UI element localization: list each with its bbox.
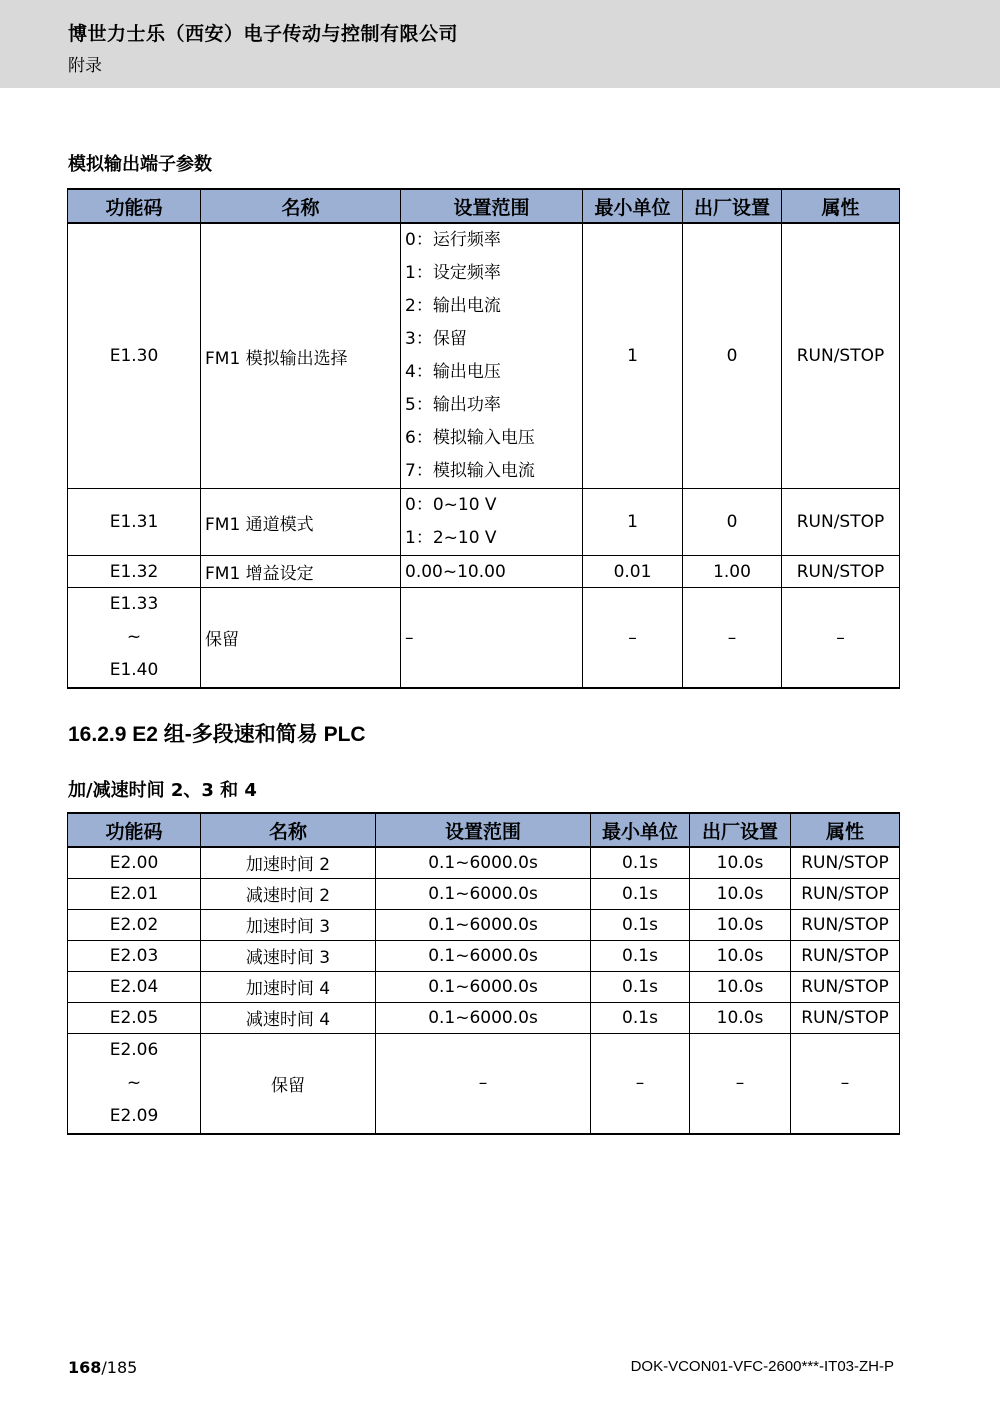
document-id: DOK-VCON01-VFC-2600***-IT03-ZH-P bbox=[630, 1358, 894, 1375]
min-unit-cell: 1 bbox=[583, 489, 683, 556]
code-range-separator: ~ bbox=[126, 627, 142, 647]
column-header: 功能码 bbox=[68, 813, 201, 847]
attribute-cell: RUN/STOP bbox=[782, 489, 900, 556]
code-cell: E2.04 bbox=[68, 971, 201, 1002]
code-cell bbox=[68, 588, 201, 689]
code-range-end: E1.40 bbox=[109, 660, 159, 680]
table-row bbox=[68, 940, 900, 971]
default-cell: 10.0s bbox=[690, 847, 791, 878]
column-header: 出厂设置 bbox=[690, 813, 791, 847]
default-cell: – bbox=[683, 588, 782, 689]
column-header: 属性 bbox=[791, 813, 900, 847]
column-header: 名称 bbox=[201, 813, 376, 847]
name-cell: 减速时间 4 bbox=[201, 1002, 376, 1033]
range-option: 5：输出功率 bbox=[405, 395, 501, 415]
table-row bbox=[68, 588, 900, 689]
min-unit-cell: 0.1s bbox=[591, 940, 690, 971]
analog-output-table bbox=[67, 188, 900, 689]
table-row bbox=[68, 489, 900, 556]
default-cell: 10.0s bbox=[690, 909, 791, 940]
range-option: 2：输出电流 bbox=[405, 296, 501, 316]
table-row bbox=[68, 971, 900, 1002]
company-name: 博世力士乐（西安）电子传动与控制有限公司 bbox=[68, 23, 459, 45]
range-cell bbox=[401, 223, 583, 489]
default-cell: 10.0s bbox=[690, 1002, 791, 1033]
current-page: 168 bbox=[68, 1358, 102, 1377]
page-number bbox=[68, 1358, 137, 1377]
section-heading: 16.2.9 E2 组-多段速和简易 PLC bbox=[68, 723, 366, 746]
table-row bbox=[68, 223, 900, 489]
column-header: 最小单位 bbox=[591, 813, 690, 847]
code-cell: E1.31 bbox=[68, 489, 201, 556]
attribute-cell: RUN/STOP bbox=[782, 223, 900, 489]
range-cell bbox=[401, 489, 583, 556]
section-label: 附录 bbox=[68, 56, 102, 76]
attribute-cell: RUN/STOP bbox=[791, 971, 900, 1002]
range-cell: 0.1~6000.0s bbox=[376, 878, 591, 909]
default-cell: 1.00 bbox=[683, 556, 782, 588]
min-unit-cell: 0.01 bbox=[583, 556, 683, 588]
min-unit-cell: 0.1s bbox=[591, 878, 690, 909]
table-row bbox=[68, 1002, 900, 1033]
code-range-start: E1.33 bbox=[109, 594, 159, 614]
code-cell: E2.02 bbox=[68, 909, 201, 940]
default-cell: 10.0s bbox=[690, 971, 791, 1002]
name-cell: 加速时间 3 bbox=[201, 909, 376, 940]
code-range-end: E2.09 bbox=[109, 1105, 159, 1126]
range-cell: 0.1~6000.0s bbox=[376, 940, 591, 971]
default-cell: 0 bbox=[683, 223, 782, 489]
accel-decel-table bbox=[67, 812, 900, 1135]
range-option: 1：2~10 V bbox=[405, 528, 497, 548]
table-row bbox=[68, 847, 900, 878]
range-option: 1：设定频率 bbox=[405, 263, 501, 283]
name-cell: 加速时间 4 bbox=[201, 971, 376, 1002]
range-option: 3：保留 bbox=[405, 329, 467, 349]
min-unit-cell: 0.1s bbox=[591, 971, 690, 1002]
column-header: 名称 bbox=[201, 189, 401, 223]
name-cell: 减速时间 3 bbox=[201, 940, 376, 971]
range-cell: – bbox=[401, 588, 583, 689]
attribute-cell: – bbox=[791, 1033, 900, 1134]
code-cell: E2.01 bbox=[68, 878, 201, 909]
column-header: 出厂设置 bbox=[683, 189, 782, 223]
code-range-start: E2.06 bbox=[109, 1039, 159, 1060]
attribute-cell: RUN/STOP bbox=[791, 940, 900, 971]
column-header: 最小单位 bbox=[583, 189, 683, 223]
table-row bbox=[68, 1033, 900, 1134]
table-header-row bbox=[68, 813, 900, 847]
range-cell: 0.1~6000.0s bbox=[376, 1002, 591, 1033]
default-cell: 10.0s bbox=[690, 940, 791, 971]
table-row bbox=[68, 909, 900, 940]
range-cell: – bbox=[376, 1033, 591, 1134]
code-cell: E1.30 bbox=[68, 223, 201, 489]
attribute-cell: RUN/STOP bbox=[791, 847, 900, 878]
column-header: 设置范围 bbox=[376, 813, 591, 847]
attribute-cell: RUN/STOP bbox=[791, 878, 900, 909]
min-unit-cell: 1 bbox=[583, 223, 683, 489]
name-cell: 加速时间 2 bbox=[201, 847, 376, 878]
name-cell: FM1 增益设定 bbox=[201, 556, 401, 588]
default-cell: – bbox=[690, 1033, 791, 1134]
attribute-cell: RUN/STOP bbox=[782, 556, 900, 588]
range-cell: 0.1~6000.0s bbox=[376, 847, 591, 878]
range-cell: 0.1~6000.0s bbox=[376, 909, 591, 940]
name-cell: 保留 bbox=[201, 588, 401, 689]
range-option: 4：输出电压 bbox=[405, 362, 501, 382]
code-cell bbox=[68, 1033, 201, 1134]
min-unit-cell: – bbox=[591, 1033, 690, 1134]
range-option: 0：0~10 V bbox=[405, 495, 497, 515]
min-unit-cell: 0.1s bbox=[591, 909, 690, 940]
range-option: 7：模拟输入电流 bbox=[405, 461, 535, 481]
analog-output-title: 模拟输出端子参数 bbox=[68, 154, 212, 175]
default-cell: 0 bbox=[683, 489, 782, 556]
default-cell: 10.0s bbox=[690, 878, 791, 909]
table-row bbox=[68, 556, 900, 588]
code-cell: E2.00 bbox=[68, 847, 201, 878]
name-cell: FM1 通道模式 bbox=[201, 489, 401, 556]
column-header: 功能码 bbox=[68, 189, 201, 223]
column-header: 设置范围 bbox=[401, 189, 583, 223]
attribute-cell: RUN/STOP bbox=[791, 1002, 900, 1033]
page-header bbox=[0, 0, 1000, 88]
accel-decel-title: 加/减速时间 2、3 和 4 bbox=[68, 780, 257, 801]
table-row bbox=[68, 878, 900, 909]
table-header-row bbox=[68, 189, 900, 223]
code-cell: E2.03 bbox=[68, 940, 201, 971]
attribute-cell: – bbox=[782, 588, 900, 689]
range-cell: 0.1~6000.0s bbox=[376, 971, 591, 1002]
range-cell: 0.00~10.00 bbox=[401, 556, 583, 588]
min-unit-cell: 0.1s bbox=[591, 847, 690, 878]
name-cell: 减速时间 2 bbox=[201, 878, 376, 909]
code-cell: E2.05 bbox=[68, 1002, 201, 1033]
range-option: 0：运行频率 bbox=[405, 230, 501, 250]
code-cell: E1.32 bbox=[68, 556, 201, 588]
attribute-cell: RUN/STOP bbox=[791, 909, 900, 940]
code-range-separator: ~ bbox=[126, 1072, 142, 1093]
range-option: 6：模拟输入电压 bbox=[405, 428, 535, 448]
column-header: 属性 bbox=[782, 189, 900, 223]
min-unit-cell: – bbox=[583, 588, 683, 689]
total-pages: /185 bbox=[101, 1358, 138, 1377]
min-unit-cell: 0.1s bbox=[591, 1002, 690, 1033]
name-cell: FM1 模拟输出选择 bbox=[201, 223, 401, 489]
name-cell: 保留 bbox=[201, 1033, 376, 1134]
